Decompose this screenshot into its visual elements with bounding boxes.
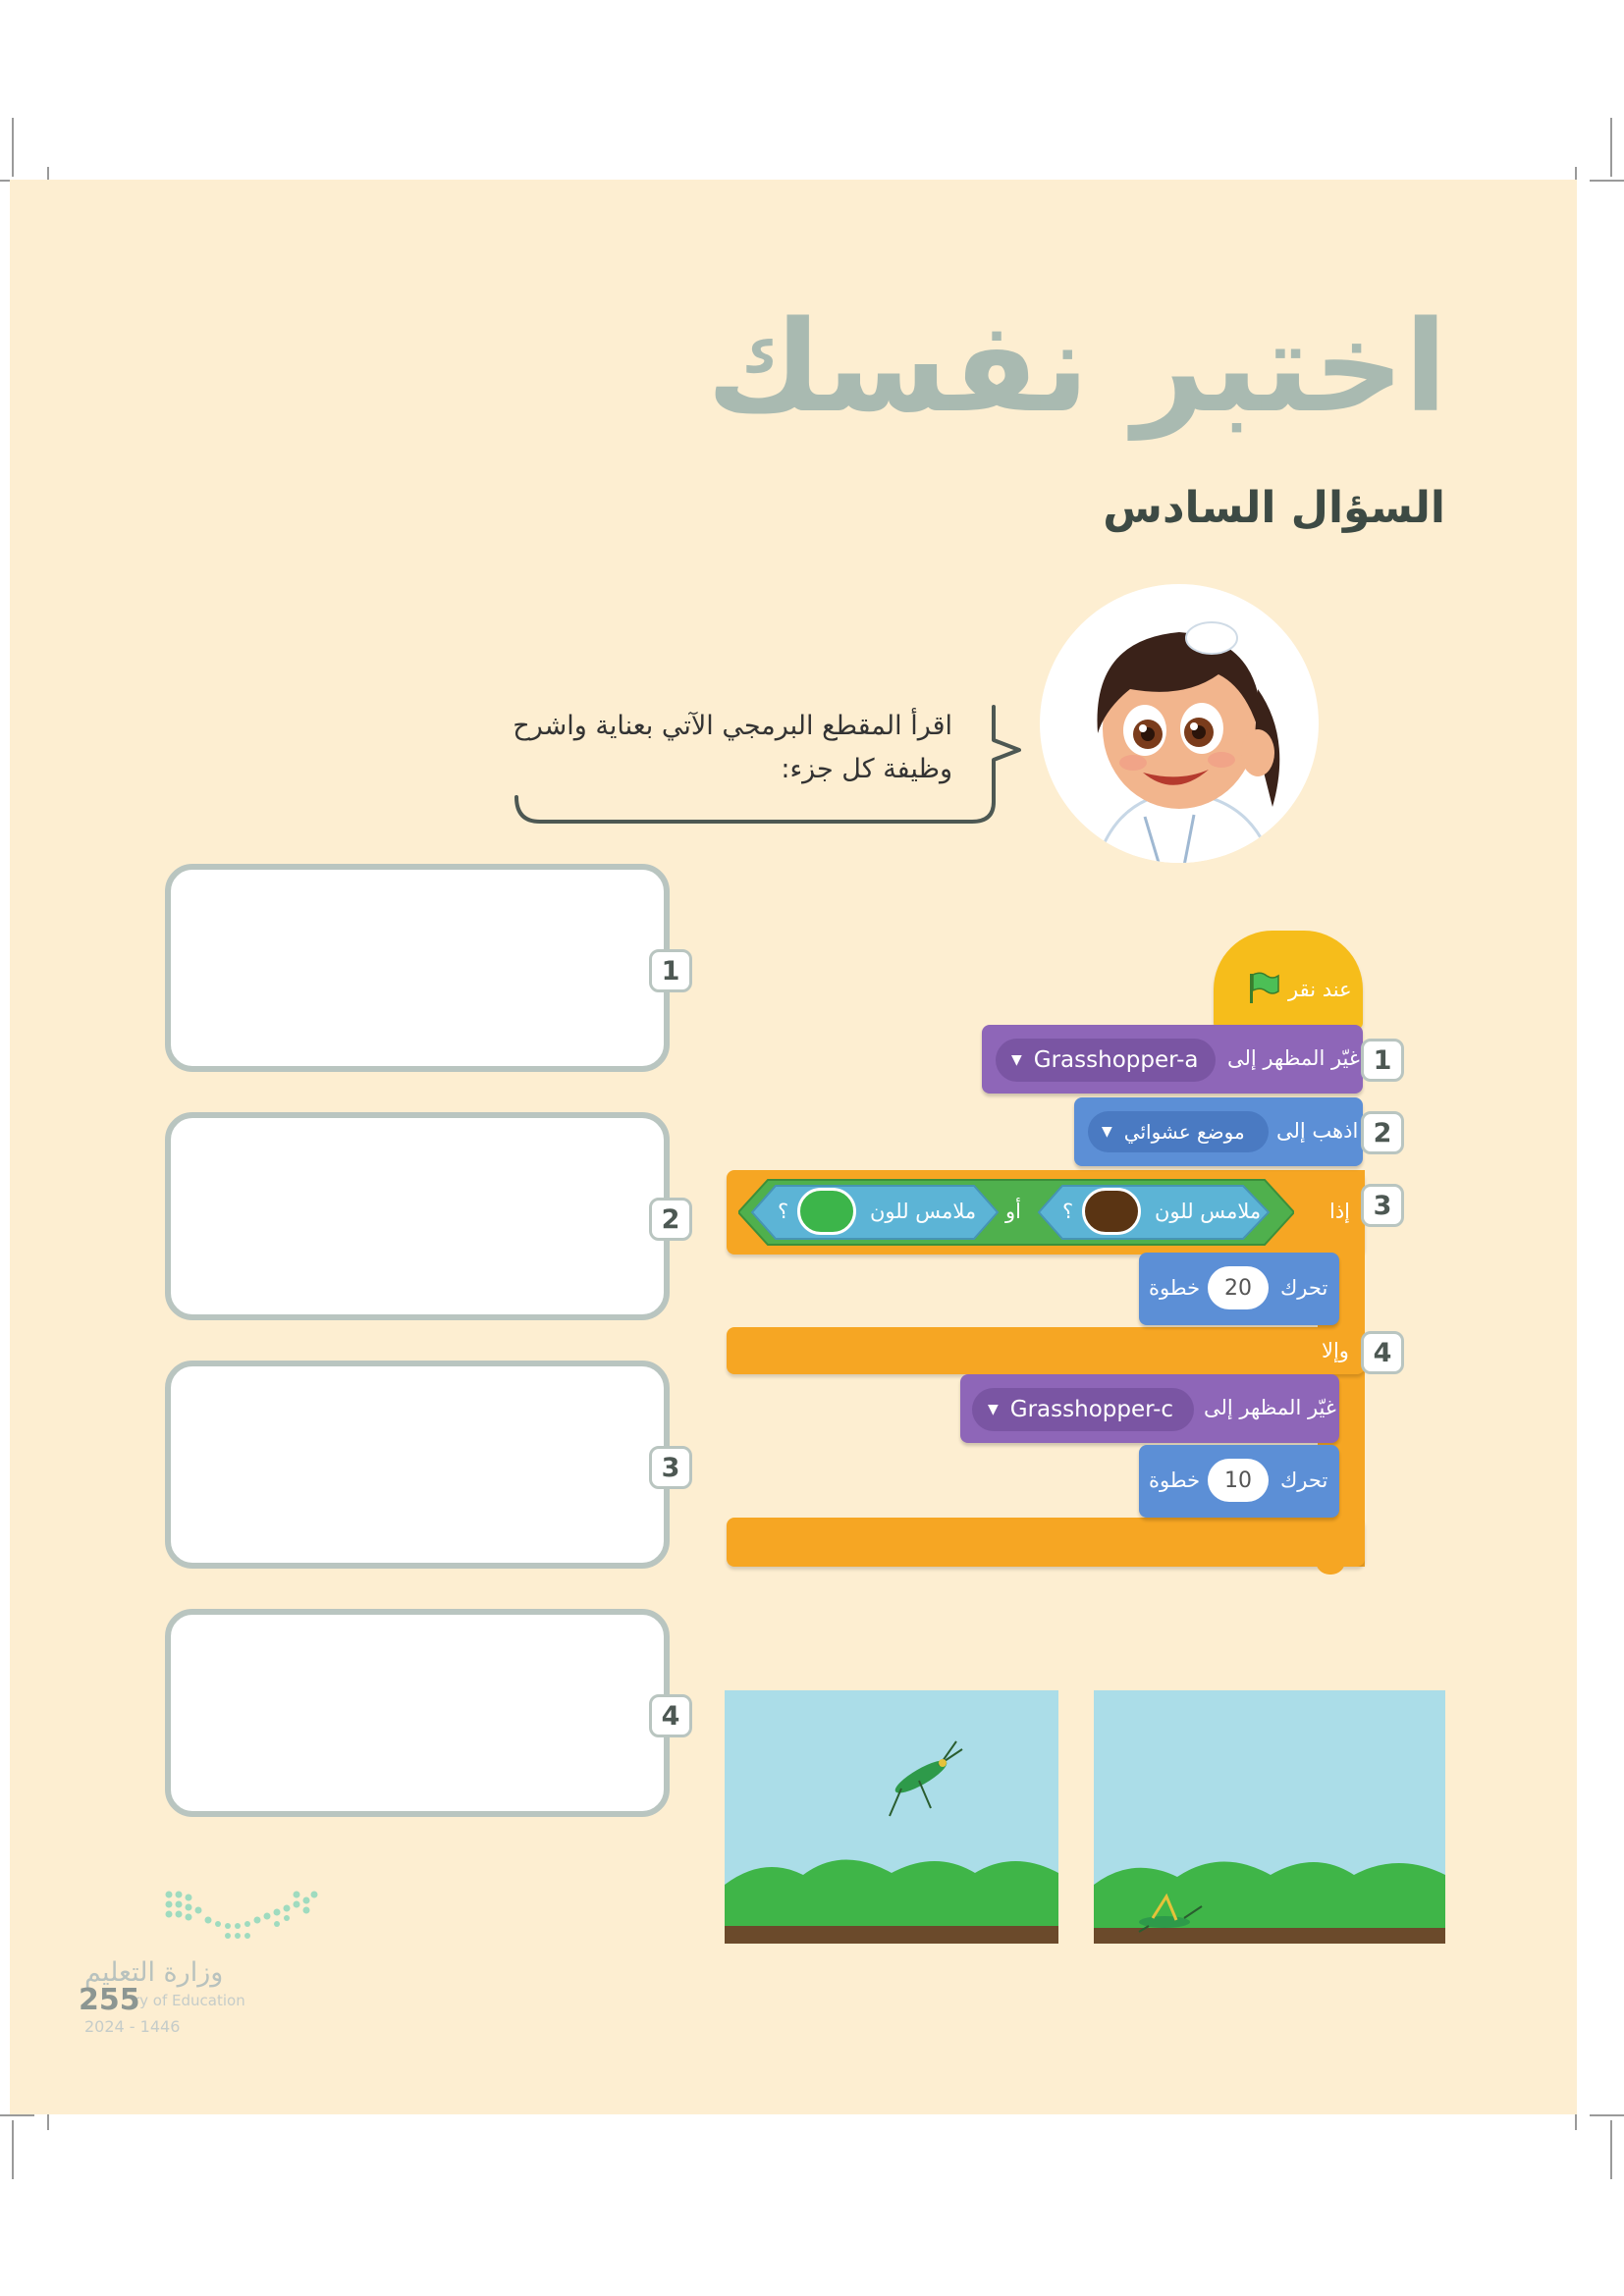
- answer-box-3[interactable]: [165, 1361, 670, 1569]
- move-label: تحرك: [1280, 1468, 1328, 1492]
- color-swatch-brown[interactable]: [1082, 1188, 1141, 1235]
- chevron-down-icon: ▼: [1011, 1052, 1022, 1068]
- costume-dropdown-1[interactable]: [996, 1039, 1216, 1082]
- answer-box-1[interactable]: [165, 864, 670, 1072]
- costume-value: Grasshopper-c: [1009, 1397, 1174, 1422]
- crop-mark: [1590, 2114, 1624, 2116]
- steps-word: خطوة: [1149, 1276, 1201, 1300]
- instruction-line-2: وظيفة كل جزء:: [781, 754, 952, 784]
- go-to-label: اذهب إلى: [1276, 1119, 1359, 1143]
- ministry-name-english: ry of Education: [134, 1992, 245, 2009]
- costume-dropdown-2[interactable]: [972, 1388, 1194, 1431]
- step-number-badge: 4: [1361, 1331, 1404, 1374]
- page-number: 255: [79, 1983, 140, 2017]
- step-number-badge: 2: [1361, 1111, 1404, 1154]
- stage-preview-jumping: [725, 1690, 1058, 1944]
- stage-preview-landed: [1094, 1690, 1445, 1944]
- move-label: تحرك: [1280, 1276, 1328, 1300]
- instruction-text: [442, 705, 952, 791]
- answer-box-2[interactable]: [165, 1112, 670, 1320]
- crop-mark: [1610, 118, 1612, 177]
- else-block-bar: [727, 1327, 1365, 1374]
- steps-input-2[interactable]: 10: [1208, 1459, 1269, 1502]
- color-swatch-green[interactable]: [797, 1188, 856, 1235]
- switch-costume-label: غيّر المظهر إلى: [1227, 1046, 1360, 1070]
- switch-costume-label: غيّر المظهر إلى: [1204, 1396, 1336, 1419]
- page-title: اختبر نفسك: [706, 294, 1447, 441]
- step-number-badge: 3: [1361, 1184, 1404, 1227]
- hat-label: عند نقر: [1288, 978, 1352, 1001]
- go-to-target-value: موضع عشوائي: [1123, 1120, 1245, 1144]
- ministry-logo-icon: [163, 1889, 320, 1944]
- question-heading: السؤال السادس: [1103, 483, 1445, 533]
- answer-box-number: 1: [649, 949, 692, 992]
- crop-mark: [0, 2114, 34, 2116]
- crop-mark: [12, 118, 14, 177]
- if-label: إذا: [1329, 1200, 1351, 1223]
- ministry-name-arabic: وزارة التعليم: [84, 1957, 224, 1988]
- answer-box-number: 3: [649, 1446, 692, 1489]
- chevron-down-icon: ▼: [1102, 1124, 1112, 1140]
- steps-input-1[interactable]: 20: [1208, 1266, 1269, 1309]
- answer-box-number: 4: [649, 1694, 692, 1737]
- green-flag-icon: [1247, 972, 1280, 1005]
- costume-value: Grasshopper-a: [1033, 1047, 1199, 1073]
- question-mark: ؟: [778, 1200, 789, 1223]
- crop-mark: [1610, 2120, 1612, 2179]
- chevron-down-icon: ▼: [988, 1402, 999, 1417]
- answer-box-4[interactable]: [165, 1609, 670, 1817]
- touching-color-label-1: ملامس للون: [1155, 1200, 1262, 1223]
- step-number-badge: 1: [1361, 1039, 1404, 1082]
- or-label: أو: [1005, 1200, 1021, 1223]
- if-block-footer: [727, 1518, 1365, 1567]
- question-mark: ؟: [1062, 1200, 1074, 1223]
- answer-box-number: 2: [649, 1198, 692, 1241]
- touching-color-label-2: ملامس للون: [870, 1200, 977, 1223]
- crop-mark: [1590, 180, 1624, 182]
- go-to-target-dropdown[interactable]: [1088, 1111, 1269, 1152]
- academic-year: 2024 - 1446: [84, 2017, 181, 2036]
- else-label: وإلا: [1322, 1339, 1349, 1362]
- steps-word: خطوة: [1149, 1468, 1201, 1492]
- student-avatar: [1037, 581, 1322, 866]
- crop-mark: [12, 2120, 14, 2179]
- instruction-line-1: اقرأ المقطع البرمجي الآتي بعناية واشرح: [513, 711, 952, 741]
